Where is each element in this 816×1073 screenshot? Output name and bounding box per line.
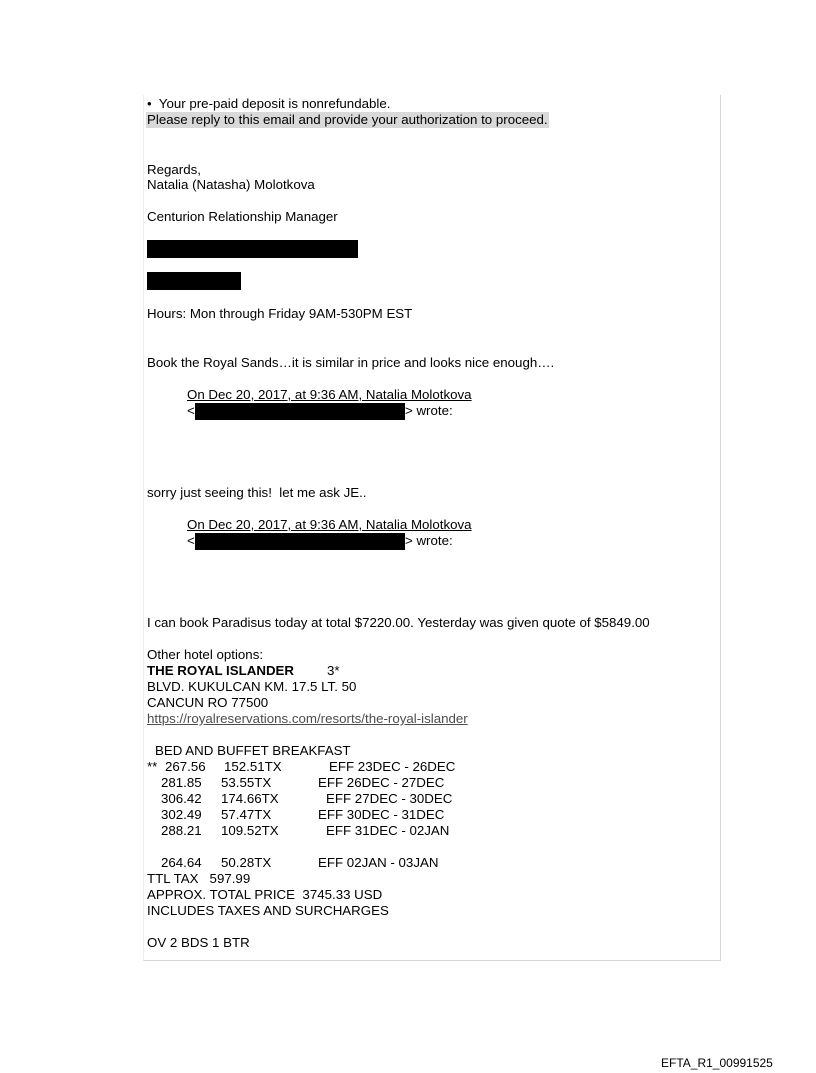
rate-plan: BED AND BUFFET BREAKFAST bbox=[155, 743, 351, 758]
reply-sorry: sorry just seeing this! let me ask JE.. bbox=[147, 485, 367, 500]
rate-row-rate: 288.21 bbox=[161, 823, 202, 838]
rate-row-eff: EFF 02JAN - 03JAN bbox=[318, 855, 439, 870]
signature-regards: Regards, bbox=[147, 162, 201, 177]
signature-title: Centurion Relationship Manager bbox=[147, 209, 338, 224]
signature-name: Natalia (Natasha) Molotkova bbox=[147, 177, 315, 192]
room-type: OV 2 BDS 1 BTR bbox=[147, 935, 250, 950]
rate-row-rate: 281.85 bbox=[161, 775, 202, 790]
hotel-name: THE ROYAL ISLANDER bbox=[147, 663, 295, 678]
reply-book-royal-sands: Book the Royal Sands…it is similar in price and looks nice enough…. bbox=[147, 355, 555, 370]
document-id: EFTA_R1_00991525 bbox=[661, 1056, 773, 1070]
redaction-bar bbox=[195, 403, 405, 420]
quote-header-line: On Dec 20, 2017, at 9:36 AM, Natalia Molotkova bbox=[187, 517, 472, 532]
includes-taxes-note: INCLUDES TAXES AND SURCHARGES bbox=[147, 903, 389, 918]
rate-row-eff: EFF 27DEC - 30DEC bbox=[326, 791, 453, 806]
rate-row-tax: 152.51TX bbox=[224, 759, 282, 774]
rate-row-tax: 57.47TX bbox=[221, 807, 272, 822]
quote-wrote: > wrote: bbox=[405, 403, 453, 418]
booking-note: I can book Paradisus today at total $7220.00. Yesterday was given quote of $5849.00 bbox=[147, 615, 650, 630]
other-options-label: Other hotel options: bbox=[147, 647, 264, 662]
signature-hours: Hours: Mon through Friday 9AM-530PM EST bbox=[147, 306, 413, 321]
rate-row-tax: 174.66TX bbox=[221, 791, 279, 806]
rate-row-tax: 109.52TX bbox=[221, 823, 279, 838]
rate-row-rate: 267.56 bbox=[165, 759, 206, 774]
rate-row-rate: 264.64 bbox=[161, 855, 202, 870]
redaction-bar bbox=[195, 533, 405, 550]
rate-row-eff: EFF 31DEC - 02JAN bbox=[326, 823, 450, 838]
reply-request: Please reply to this email and provide your authorization to proceed. bbox=[147, 112, 548, 127]
rate-row-eff: EFF 23DEC - 26DEC bbox=[329, 759, 456, 774]
hotel-address-line2: CANCUN RO 77500 bbox=[147, 695, 269, 710]
rate-row-eff: EFF 26DEC - 27DEC bbox=[318, 775, 445, 790]
rate-row-tax: 50.28TX bbox=[221, 855, 272, 870]
total-tax: TTL TAX 597.99 bbox=[147, 871, 251, 886]
quote-email-open: < bbox=[187, 403, 195, 418]
hotel-url-link[interactable]: https://royalreservations.com/resorts/the-royal-islander bbox=[147, 711, 468, 726]
approx-total-price: APPROX. TOTAL PRICE 3745.33 USD bbox=[147, 887, 383, 902]
rate-row-rate: 306.42 bbox=[161, 791, 202, 806]
deposit-bullet: • Your pre-paid deposit is nonrefundable. bbox=[147, 96, 391, 111]
redaction-bar bbox=[147, 240, 358, 258]
rate-row-tax: 53.55TX bbox=[221, 775, 272, 790]
rate-row-rate: 302.49 bbox=[161, 807, 202, 822]
quote-email-open: < bbox=[187, 533, 195, 548]
redaction-bar bbox=[147, 272, 241, 290]
quote-wrote: > wrote: bbox=[405, 533, 453, 548]
hotel-address-line1: BLVD. KUKULCAN KM. 17.5 LT. 50 bbox=[147, 679, 357, 694]
rate-row-prefix: ** bbox=[147, 759, 158, 774]
hotel-stars: 3* bbox=[327, 663, 340, 678]
quote-header-line: On Dec 20, 2017, at 9:36 AM, Natalia Molotkova bbox=[187, 387, 472, 402]
rate-row-eff: EFF 30DEC - 31DEC bbox=[318, 807, 445, 822]
